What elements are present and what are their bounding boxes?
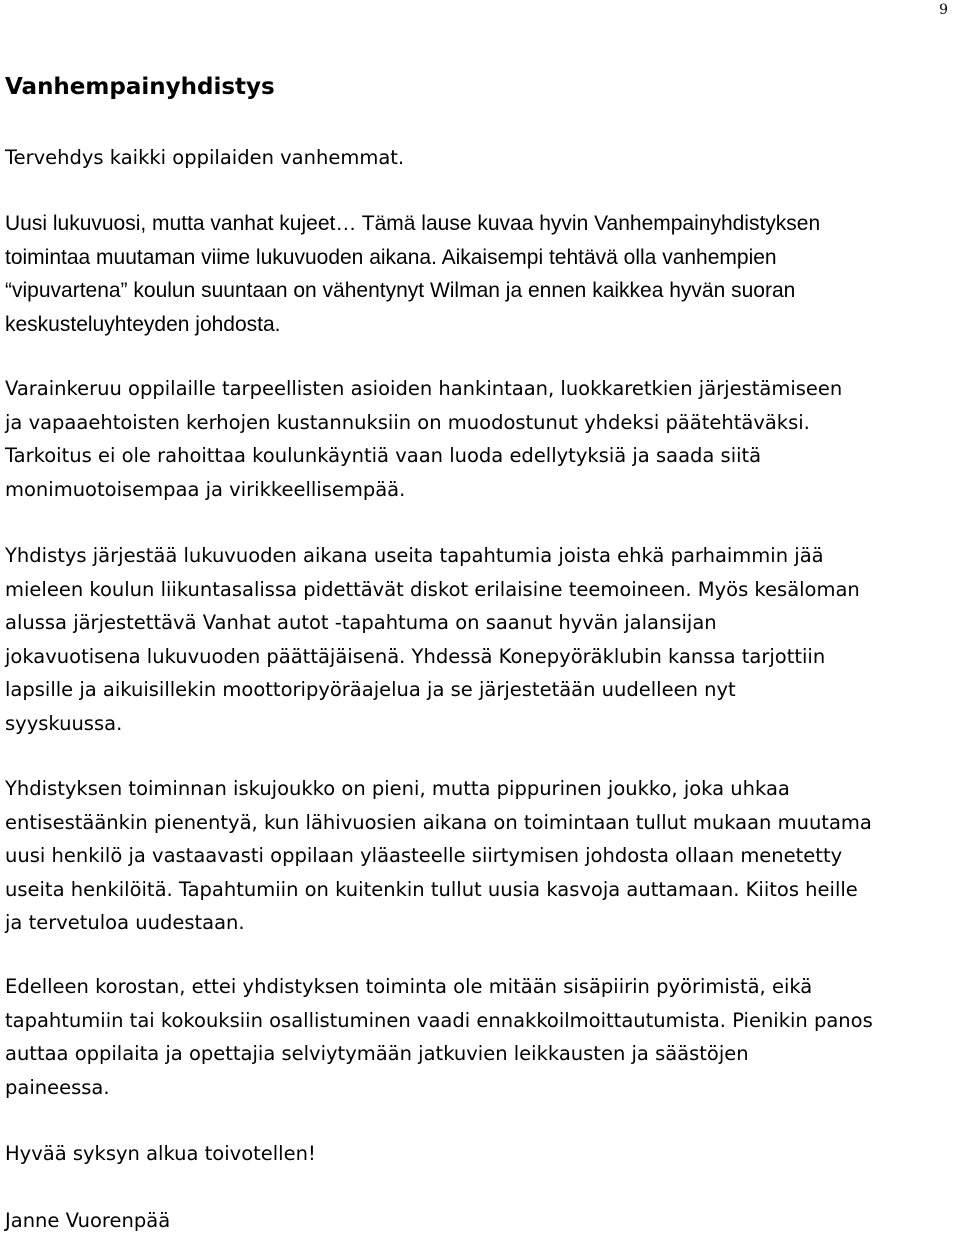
paragraph-line: paineessa. bbox=[5, 1075, 110, 1099]
page-title: Vanhempainyhdistys bbox=[5, 74, 275, 100]
events-paragraph bbox=[5, 539, 860, 740]
paragraph-line: jokavuotisena lukuvuoden päättäjäisenä. Yhdessä Konepyöräklubin kanssa tarjottiin bbox=[5, 644, 826, 668]
paragraph-line: toimintaa muutaman viime lukuvuoden aikana. Aikaisempi tehtävä olla vanhempien bbox=[5, 245, 777, 269]
fundraising-paragraph bbox=[5, 372, 842, 506]
paragraph-line: Yhdistyksen toiminnan iskujoukko on pieni, mutta pippurinen joukko, joka uhkaa bbox=[5, 777, 790, 800]
paragraph-line: Yhdistys järjestää lukuvuoden aikana useita tapahtumia joista ehkä parhaimmin jää bbox=[5, 544, 824, 567]
greeting-text: Tervehdys kaikki oppilaiden vanhemmat. bbox=[5, 146, 405, 169]
team-paragraph bbox=[5, 772, 872, 940]
signature-name: Janne Vuorenpää bbox=[5, 1209, 171, 1232]
paragraph-line: ja tervetuloa uudestaan. bbox=[5, 911, 245, 934]
paragraph-line: mieleen koulun liikuntasalissa pidettävät diskot erilaisine teemoineen. Myös kesäloman bbox=[5, 577, 860, 601]
emphasis-paragraph bbox=[5, 970, 873, 1104]
paragraph-line: ja vapaaehtoisten kerhojen kustannuksiin on muodostunut yhdeksi päätehtäväksi. bbox=[5, 410, 810, 434]
page-number: 9 bbox=[939, 2, 948, 18]
closing-text: Hyvää syksyn alkua toivotellen! bbox=[5, 1142, 316, 1165]
paragraph-line: lapsille ja aikuisillekin moottoripyöräajelua ja se järjestetään uudelleen nyt bbox=[5, 678, 736, 701]
closing-paragraph bbox=[5, 1137, 316, 1171]
paragraph-line: “vipuvartena” koulun suuntaan on vähentynyt Wilman ja ennen kaikkea hyvän suoran bbox=[5, 279, 796, 302]
paragraph-line: Uusi lukuvuosi, mutta vanhat kujeet… Tämä lause kuvaa hyvin Vanhempainyhdistyksen bbox=[5, 212, 821, 235]
greeting-paragraph bbox=[5, 141, 404, 175]
paragraph-line: Varainkeruu oppilaille tarpeellisten asioiden hankintaan, luokkaretkien järjestämiseen bbox=[5, 377, 843, 400]
paragraph-line: syyskuussa. bbox=[5, 711, 123, 735]
paragraph-line: Tarkoitus ei ole rahoittaa koulunkäyntiä vaan luoda edellytyksiä ja saada siitä bbox=[5, 444, 762, 467]
paragraph-line: useita henkilöitä. Tapahtumiin on kuitenkin tullut uusia kasvoja auttamaan. Kiitos heille bbox=[5, 877, 858, 901]
paragraph-line: alussa järjestettävä Vanhat autot -tapahtuma on saanut hyvän jalansijan bbox=[5, 611, 717, 634]
paragraph-line: monimuotoisempaa ja virikkeellisempää. bbox=[5, 477, 406, 501]
paragraph-line: uusi henkilö ja vastaavasti oppilaan yläasteelle siirtymisen johdosta ollaan menetetty bbox=[5, 844, 843, 867]
paragraph-line: auttaa oppilaita ja opettajia selviytymään jatkuvien leikkausten ja säästöjen bbox=[5, 1042, 749, 1065]
paragraph-line: Edelleen korostan, ettei yhdistyksen toiminta ole mitään sisäpiirin pyörimistä, eikä bbox=[5, 975, 813, 998]
intro-paragraph bbox=[5, 207, 820, 341]
paragraph-line: entisestäänkin pienentyä, kun lähivuosien aikana on toimintaan tullut mukaan muutama bbox=[5, 810, 872, 834]
signature bbox=[5, 1204, 170, 1238]
paragraph-line: tapahtumiin tai kokouksiin osallistuminen vaadi ennakkoilmoittautumista. Pienikin panos bbox=[5, 1008, 873, 1032]
paragraph-line: keskusteluyhteyden johdosta. bbox=[5, 312, 281, 336]
